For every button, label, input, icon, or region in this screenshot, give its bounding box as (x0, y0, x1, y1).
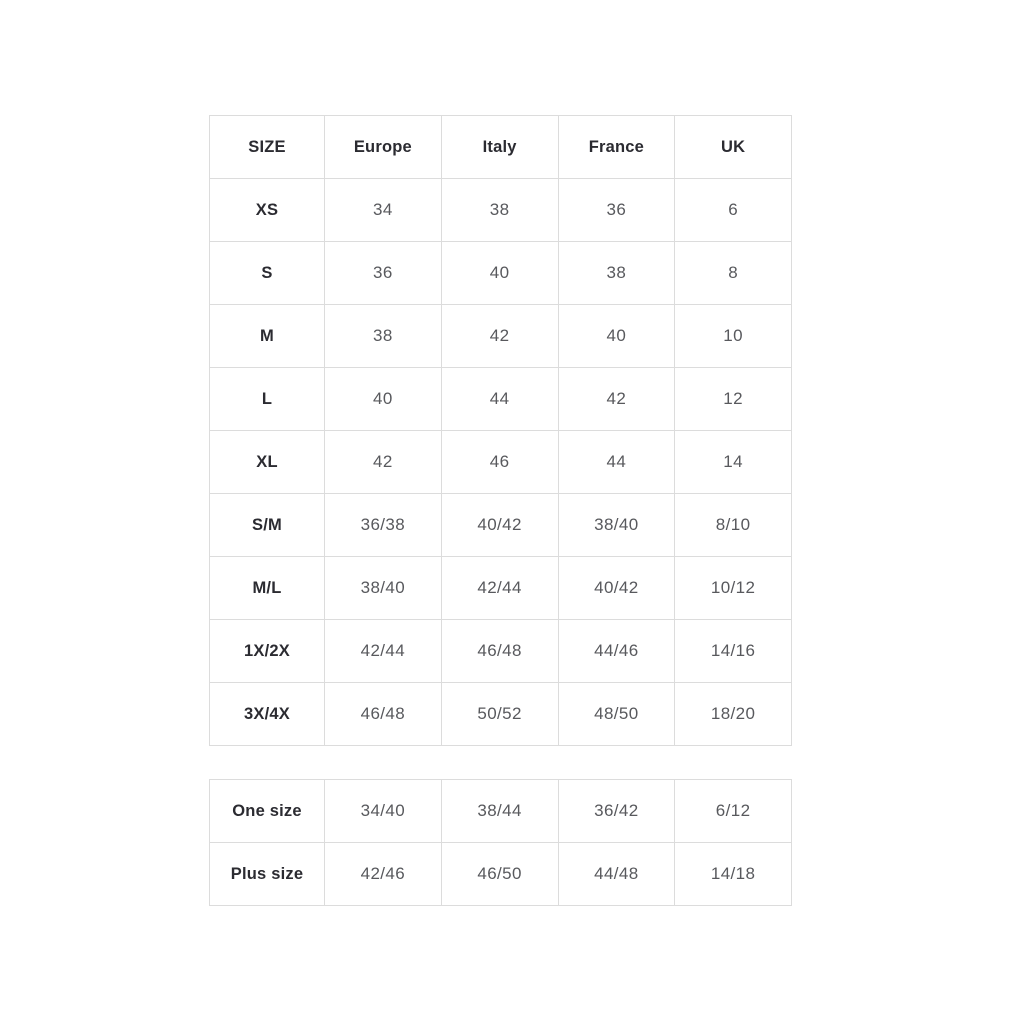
value-cell: 42 (558, 368, 675, 431)
value-cell: 40/42 (441, 494, 558, 557)
value-cell: 36 (325, 242, 442, 305)
value-cell: 46/50 (441, 843, 558, 906)
table-row (210, 843, 792, 906)
value-cell: 42/44 (441, 557, 558, 620)
value-cell: 44/46 (558, 620, 675, 683)
value-cell: 42/46 (325, 843, 442, 906)
value-cell: 8 (675, 242, 792, 305)
main-size-table (209, 115, 792, 746)
value-cell: 36 (558, 179, 675, 242)
table-row (210, 431, 792, 494)
value-cell: 14/18 (675, 843, 792, 906)
size-label-cell: M/L (210, 557, 325, 620)
column-header-europe: Europe (325, 116, 442, 179)
size-label-cell: XL (210, 431, 325, 494)
value-cell: 10 (675, 305, 792, 368)
column-header-france: France (558, 116, 675, 179)
header-row (210, 116, 792, 179)
value-cell: 38 (325, 305, 442, 368)
value-cell: 34/40 (325, 780, 442, 843)
column-header-size: SIZE (210, 116, 325, 179)
value-cell: 38 (441, 179, 558, 242)
special-size-table (209, 779, 792, 906)
table-row (210, 620, 792, 683)
value-cell: 46/48 (325, 683, 442, 746)
value-cell: 44 (441, 368, 558, 431)
size-conversion-chart (209, 115, 791, 906)
value-cell: 38/40 (558, 494, 675, 557)
value-cell: 6/12 (675, 780, 792, 843)
table-row (210, 242, 792, 305)
value-cell: 40/42 (558, 557, 675, 620)
table-row (210, 494, 792, 557)
value-cell: 48/50 (558, 683, 675, 746)
column-header-italy: Italy (441, 116, 558, 179)
size-label-cell: Plus size (210, 843, 325, 906)
value-cell: 36/42 (558, 780, 675, 843)
size-label-cell: M (210, 305, 325, 368)
value-cell: 40 (325, 368, 442, 431)
size-label-cell: S/M (210, 494, 325, 557)
value-cell: 38/44 (441, 780, 558, 843)
value-cell: 40 (558, 305, 675, 368)
value-cell: 14/16 (675, 620, 792, 683)
value-cell: 46 (441, 431, 558, 494)
size-label-cell: 1X/2X (210, 620, 325, 683)
value-cell: 40 (441, 242, 558, 305)
value-cell: 44/48 (558, 843, 675, 906)
table-row (210, 305, 792, 368)
table-row (210, 557, 792, 620)
value-cell: 14 (675, 431, 792, 494)
value-cell: 38 (558, 242, 675, 305)
column-header-uk: UK (675, 116, 792, 179)
size-label-cell: One size (210, 780, 325, 843)
value-cell: 18/20 (675, 683, 792, 746)
value-cell: 38/40 (325, 557, 442, 620)
value-cell: 42 (325, 431, 442, 494)
value-cell: 46/48 (441, 620, 558, 683)
value-cell: 10/12 (675, 557, 792, 620)
table-row (210, 780, 792, 843)
value-cell: 42 (441, 305, 558, 368)
size-label-cell: 3X/4X (210, 683, 325, 746)
table-row (210, 368, 792, 431)
value-cell: 42/44 (325, 620, 442, 683)
value-cell: 36/38 (325, 494, 442, 557)
value-cell: 34 (325, 179, 442, 242)
size-label-cell: L (210, 368, 325, 431)
size-label-cell: S (210, 242, 325, 305)
value-cell: 12 (675, 368, 792, 431)
value-cell: 6 (675, 179, 792, 242)
size-label-cell: XS (210, 179, 325, 242)
value-cell: 8/10 (675, 494, 792, 557)
value-cell: 50/52 (441, 683, 558, 746)
table-row (210, 683, 792, 746)
table-row (210, 179, 792, 242)
value-cell: 44 (558, 431, 675, 494)
